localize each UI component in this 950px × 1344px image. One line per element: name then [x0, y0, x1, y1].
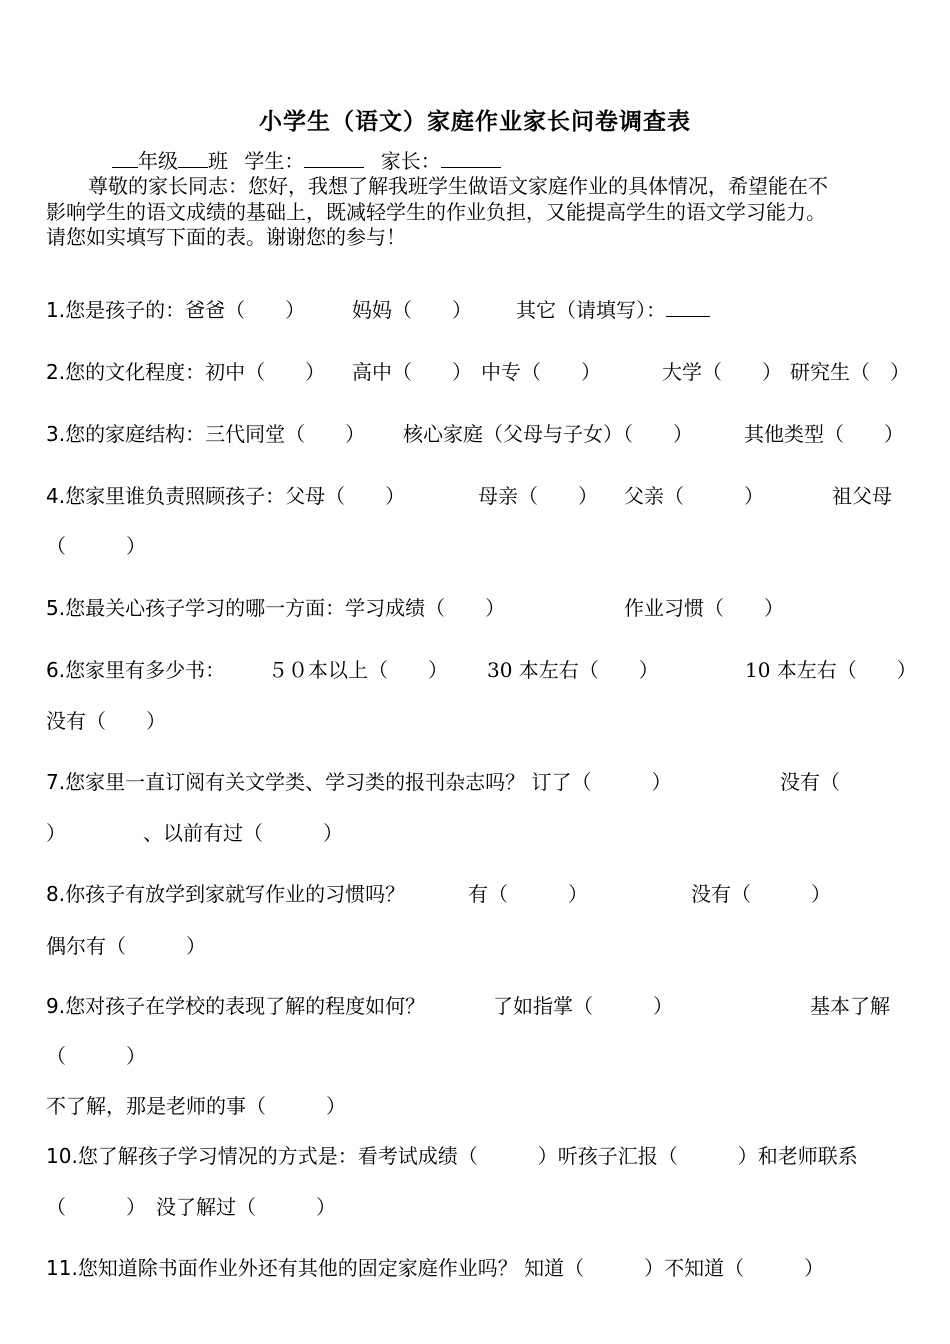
option-30-books[interactable]: 30 本左右（ ）: [487, 658, 659, 682]
option-yes[interactable]: 有（ ）: [468, 882, 588, 906]
question-options[interactable]: 您知道除书面作业外还有其他的固定家庭作业吗？ 知道（ ）不知道（ ）: [77, 1256, 825, 1280]
question-options[interactable]: 您了解孩子学习情况的方式是：看考试成绩（ ）听孩子汇报（ ）和老师联系: [77, 1144, 858, 1168]
question-8: [46, 878, 405, 907]
question-9: [46, 990, 425, 1019]
class-blank[interactable]: [178, 149, 208, 168]
question-3: [46, 418, 365, 447]
option-basic-know[interactable]: 基本了解: [810, 994, 890, 1018]
question-10-continued[interactable]: （ ） 没了解过（ ）: [46, 1195, 336, 1219]
question-number: 5.: [46, 596, 66, 620]
question-text: 你孩子有放学到家就写作业的习惯吗？: [65, 882, 406, 906]
intro-line-2: 影响学生的语文成绩的基础上，既减轻学生的作业负担，又能提高学生的语文学习能力。: [46, 200, 826, 224]
option-dont-know[interactable]: 不了解，那是老师的事（ ）: [46, 1094, 346, 1118]
option-graduate[interactable]: 研究生（ ）: [790, 360, 910, 384]
option-father[interactable]: 父亲（ ）: [624, 484, 764, 508]
option-parents[interactable]: 您家里谁负责照顾孩子：父母（ ）: [65, 484, 406, 508]
option-mom[interactable]: 妈妈（ ）: [352, 298, 472, 322]
question-number: 3.: [46, 422, 66, 446]
option-fully-know[interactable]: 了如指掌（ ）: [493, 994, 673, 1018]
option-none[interactable]: 没有（ ）: [46, 709, 166, 733]
question-text: 您家里有多少书：: [65, 658, 226, 682]
question-7: [46, 766, 671, 795]
question-number: 2.: [46, 360, 66, 384]
question-number: 8.: [46, 882, 66, 906]
question-number: 1.: [46, 298, 66, 322]
option-no[interactable]: 没有（ ）: [691, 882, 831, 906]
question-5: [46, 592, 505, 621]
grade-blank[interactable]: [112, 149, 138, 168]
grandparents-paren[interactable]: （ ）: [46, 534, 146, 558]
not-subscribed-close: ）: [46, 821, 66, 845]
option-not-subscribed[interactable]: 没有（: [780, 770, 840, 794]
parent-label: 家长：: [380, 149, 441, 173]
question-10: [46, 1140, 858, 1169]
question-6: [46, 654, 225, 683]
basic-know-paren[interactable]: （ ）: [46, 1044, 146, 1068]
option-university[interactable]: 大学（ ）: [662, 360, 782, 384]
question-number: 7.: [46, 770, 66, 794]
question-number: 4.: [46, 484, 66, 508]
option-dad[interactable]: 您是孩子的：爸爸（ ）: [65, 298, 306, 322]
question-number: 11.: [46, 1256, 78, 1280]
parent-blank[interactable]: [441, 149, 501, 168]
question-1: [46, 294, 305, 323]
student-blank[interactable]: [304, 149, 364, 168]
question-4: [46, 480, 405, 509]
option-previously[interactable]: 、以前有过（ ）: [143, 821, 343, 845]
option-homework-habits[interactable]: 作业习惯（ ）: [624, 596, 784, 620]
other-blank[interactable]: [666, 298, 710, 317]
option-other-type[interactable]: 其他类型（ ）: [744, 422, 904, 446]
intro-line-1: 尊敬的家长同志：您好，我想了解我班学生做语文家庭作业的具体情况，希望能在不: [88, 174, 828, 198]
question-11: [46, 1252, 824, 1281]
option-nuclear-family[interactable]: 核心家庭（父母与子女）（ ）: [403, 422, 693, 446]
question-text: 您对孩子在学校的表现了解的程度如何？: [65, 994, 426, 1018]
option-junior-high[interactable]: 您的文化程度：初中（ ）: [65, 360, 326, 384]
option-grandparents[interactable]: 祖父母: [832, 484, 892, 508]
option-vocational[interactable]: 中专（ ）: [481, 360, 601, 384]
question-number: 10.: [46, 1144, 78, 1168]
option-10-books[interactable]: 10 本左右（ ）: [745, 658, 917, 682]
option-senior-high[interactable]: 高中（ ）: [352, 360, 472, 384]
intro-line-3: 请您如实填写下面的表。谢谢您的参与！: [46, 225, 406, 249]
question-2: [46, 356, 325, 385]
class-label: 班: [208, 149, 228, 173]
option-subscribed[interactable]: 您家里一直订阅有关文学类、学习类的报刊杂志吗？ 订了（ ）: [65, 770, 672, 794]
question-number: 6.: [46, 658, 66, 682]
option-50-plus[interactable]: ５０本以上（ ）: [268, 658, 448, 682]
student-label: 学生：: [244, 149, 305, 173]
option-three-generation[interactable]: 您的家庭结构：三代同堂（ ）: [65, 422, 366, 446]
option-mother[interactable]: 母亲（ ）: [478, 484, 598, 508]
grade-label: 年级: [138, 149, 178, 173]
question-number: 9.: [46, 994, 66, 1018]
page-title: 小学生（语文）家庭作业家长问卷调查表: [259, 109, 691, 135]
option-other[interactable]: 其它（请填写）：: [516, 294, 710, 323]
option-sometimes[interactable]: 偶尔有（ ）: [46, 934, 206, 958]
option-grades[interactable]: 您最关心孩子学习的哪一方面：学习成绩（ ）: [65, 596, 506, 620]
